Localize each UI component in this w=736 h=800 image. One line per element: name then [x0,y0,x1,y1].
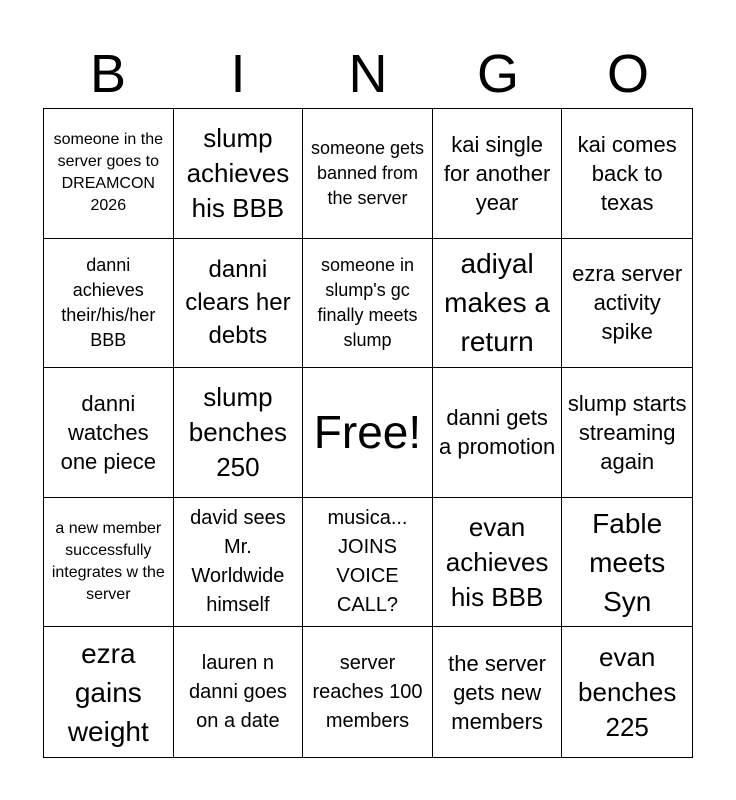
bingo-cell[interactable]: someone in the server goes to DREAMCON 2026 [44,109,174,239]
header-letter-g: G [476,44,519,104]
header-letter-o: O [606,44,649,104]
bingo-cell[interactable]: evan benches 225 [578,641,677,742]
bingo-cell[interactable]: adiyal makes a return [433,239,563,369]
header-letter-b: B [89,44,127,104]
bingo-cell[interactable]: slump benches 250 [174,368,304,498]
bingo-cell[interactable]: kai comes back to texas [562,109,692,239]
bingo-board [43,108,693,758]
bingo-cell[interactable]: a new member successfully integrates w the server [44,498,174,628]
header-letter-i: I [230,44,246,104]
bingo-cell[interactable]: ezra server activity spike [562,239,692,369]
bingo-cell[interactable]: lauren n danni goes on a date [174,627,304,757]
free-space-cell[interactable]: Free! [303,368,433,498]
bingo-cell[interactable]: someone in slump's gc finally meets slump [303,239,433,369]
bingo-cell[interactable]: slump starts streaming again [562,368,692,498]
bingo-cell[interactable]: danni achieves their/his/her BBB [44,239,174,369]
bingo-cell[interactable]: ezra gains weight [44,627,174,757]
bingo-cell[interactable]: danni clears her debts [174,239,304,369]
bingo-cell[interactable]: david sees Mr. Worldwide himself [174,498,304,628]
bingo-cell[interactable]: the server gets new members [433,627,563,757]
bingo-header [43,40,693,108]
bingo-cell[interactable]: evan achieves his BBB [433,498,563,628]
bingo-cell[interactable]: someone gets banned from the server [303,109,433,239]
bingo-cell[interactable]: musica... JOINS VOICE CALL? [303,498,433,628]
header-letter-n: N [348,44,388,104]
bingo-cell[interactable]: kai single for another year [433,109,563,239]
bingo-cell[interactable]: danni gets a promotion [433,368,563,498]
bingo-cell[interactable]: Fable meets Syn [562,498,692,628]
bingo-cell[interactable]: slump achieves his BBB [174,109,304,239]
bingo-cell[interactable]: server reaches 100 members [303,627,433,757]
bingo-cell[interactable]: danni watches one piece [44,368,174,498]
